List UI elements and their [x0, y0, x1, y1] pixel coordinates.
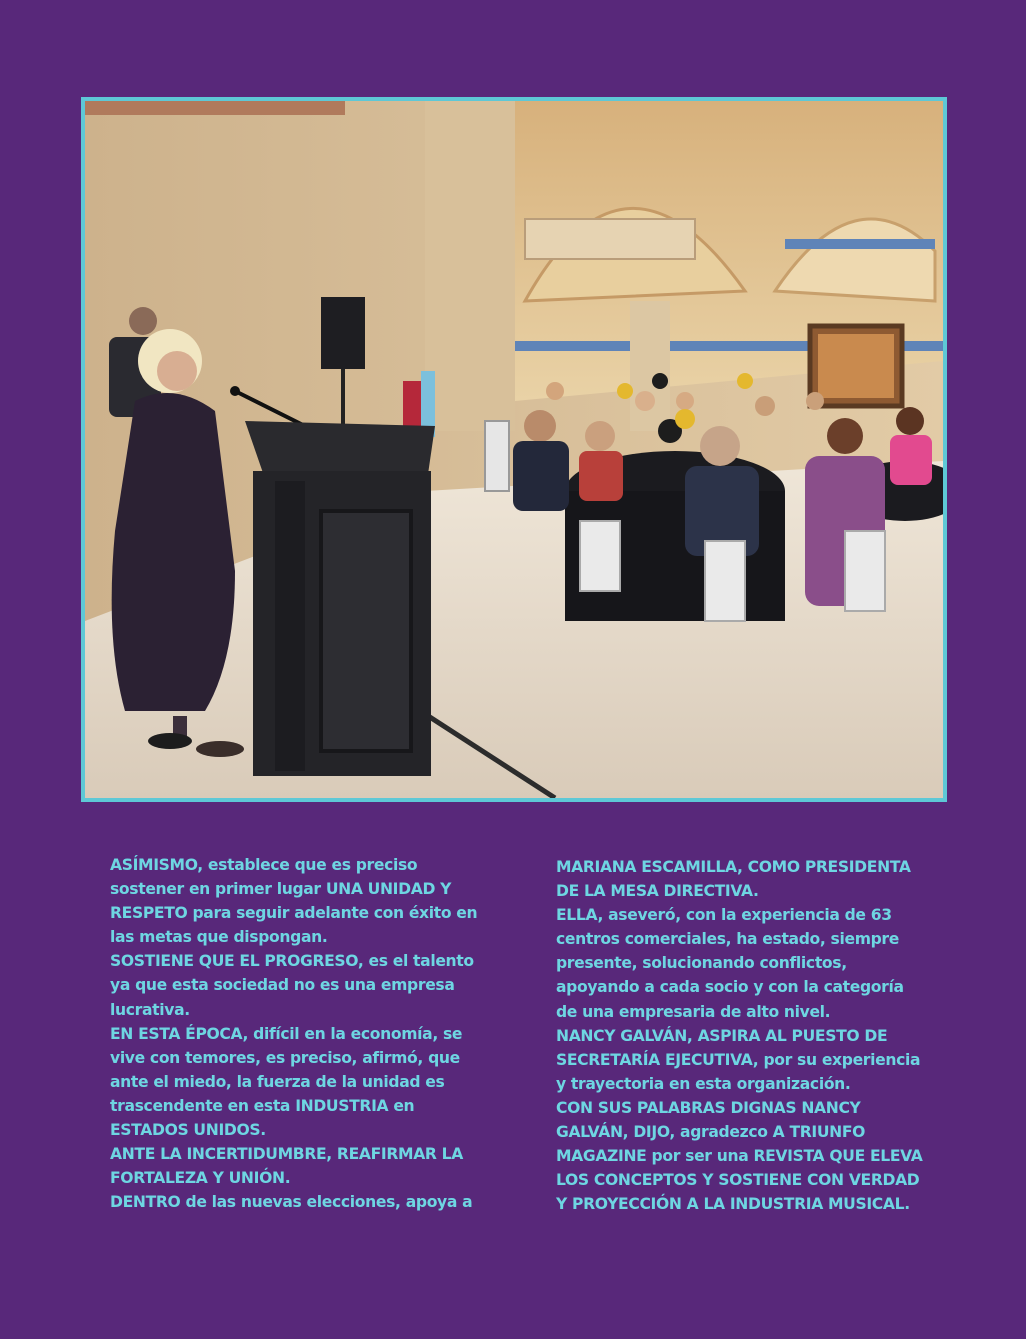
- event-photo: [81, 97, 947, 802]
- article-paragraph: EN ESTA ÉPOCA, difícil en la economía, se vive con temores, es preciso, afirmó, que ante el miedo, la fuerza de la unidad es trascendente en esta INDUSTRIA en ESTADOS UNIDOS.: [110, 1024, 463, 1140]
- event-photo-illustration: [85, 101, 943, 798]
- article-paragraph: DENTRO de las nuevas elecciones, apoya a: [110, 1193, 473, 1212]
- article-paragraph: ELLA, aseveró, con la experiencia de 63 centros comerciales, ha estado, siempre presente, solucionando conflictos, apoyando a cada socio y con la categoría de una empresaria de alto nivel.: [556, 906, 904, 1021]
- article-paragraph: ANTE LA INCERTIDUMBRE, REAFIRMAR LA FORTALEZA Y UNIÓN.: [110, 1145, 463, 1188]
- article-paragraph: SOSTIENE QUE EL PROGRESO, es el talento ya que esta sociedad no es una empresa lucrativa.: [110, 952, 474, 1019]
- article-paragraph: MARIANA ESCAMILLA, COMO PRESIDENTA DE LA MESA DIRECTIVA.: [556, 858, 911, 901]
- article-paragraph: CON SUS PALABRAS DIGNAS NANCY GALVÁN, DIJO, agradezco A TRIUNFO MAGAZINE por ser una REVISTA QUE ELEVA LOS CONCEPTOS Y SOSTIENE CON VERDAD Y PROYECCIÓN A LA INDUSTRIA MUSICAL.: [556, 1098, 923, 1214]
- article-right-column: [556, 855, 936, 1216]
- article-left-column: [110, 853, 480, 1214]
- article-paragraph: NANCY GALVÁN, ASPIRA AL PUESTO DE SECRETARÍA EJECUTIVA, por su experiencia y trayectoria en esta organización.: [556, 1026, 921, 1093]
- article-paragraph: ASÍMISMO, establece que es preciso sostener en primer lugar UNA UNIDAD Y RESPETO para seguir adelante con éxito en las metas que dispongan.: [110, 856, 478, 947]
